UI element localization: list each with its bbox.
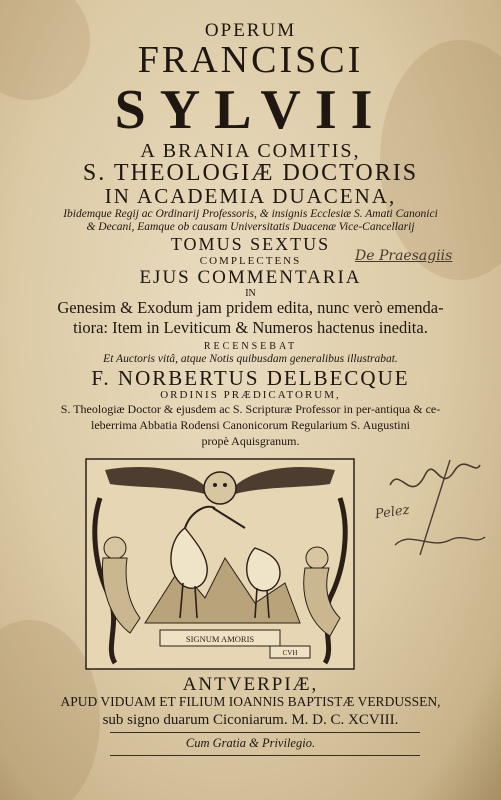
imprint-city: ANTVERPIÆ, (182, 674, 319, 695)
editor-order: ORDINIS PRÆDICATORUM, (160, 389, 341, 401)
editor-credentials-3: propè Aquisgranum. (201, 434, 300, 448)
contents-2: tiora: Item in Leviticum & Numeros hactenus inedita. (73, 318, 428, 337)
author-title-2: S. THEOLOGIÆ DOCTORIS (82, 160, 419, 186)
volume-title: TOMUS SEXTUS (170, 234, 331, 254)
editor-credentials-2: leberrima Abbatia Rodensi Canonicorum Regularium S. Augustini (91, 418, 410, 432)
author-title-1: A BRANIA COMITIS, (140, 140, 361, 162)
imprint-sign-date: sub signo duarum Ciconiarum. M. D. C. XCVIII. (102, 712, 399, 728)
complectens: COMPLECTENS (199, 255, 302, 267)
author-first-name: FRANCISCI (137, 39, 364, 81)
editor-credentials-1: S. Theologiæ Doctor & ejusdem ac S. Scripturæ Professor in per-antiqua & ce- (60, 402, 441, 416)
author-title-3: IN ACADEMIA DUACENA, (104, 184, 397, 208)
handwritten-note: De Praesagiis (355, 248, 453, 264)
handwritten-note: Pelez (374, 502, 411, 523)
emblem-motto-2: CVH (282, 649, 298, 657)
header-operum: OPERUM (204, 20, 297, 41)
imprint-publisher: APUD VIDUAM ET FILIUM IOANNIS BAPTISTÆ VERDUSSEN, (60, 694, 441, 709)
author-surname: SYLVII (114, 79, 387, 141)
printers-device-emblem (85, 458, 355, 670)
in-label: IN (245, 288, 256, 299)
author-office-2: & Decani, Eamque ob causam Universitatis Duacenæ Vice-Cancellarij (86, 221, 415, 233)
handwritten-scribble (380, 445, 490, 565)
contents-1: Genesim & Exodum jam pridem edita, nunc verò emenda- (57, 298, 444, 317)
recensebat: RECENSEBAT (203, 341, 298, 352)
rule-bottom (110, 755, 420, 756)
editor-name: F. NORBERTUS DELBECQUE (91, 366, 410, 390)
emblem-motto: SIGNUM AMORIS (185, 634, 255, 644)
rule-top (110, 732, 420, 733)
privilege-line: Cum Gratia & Privilegio. (185, 736, 316, 750)
author-office-1: Ibidemque Regij ac Ordinarij Professoris, & insignis Ecclesiæ S. Amati Canonici (63, 208, 438, 220)
work-title: EJUS COMMENTARIA (139, 267, 362, 288)
editor-note: Et Auctoris vitâ, atque Notis quibusdam generalibus illustrabat. (103, 353, 398, 365)
